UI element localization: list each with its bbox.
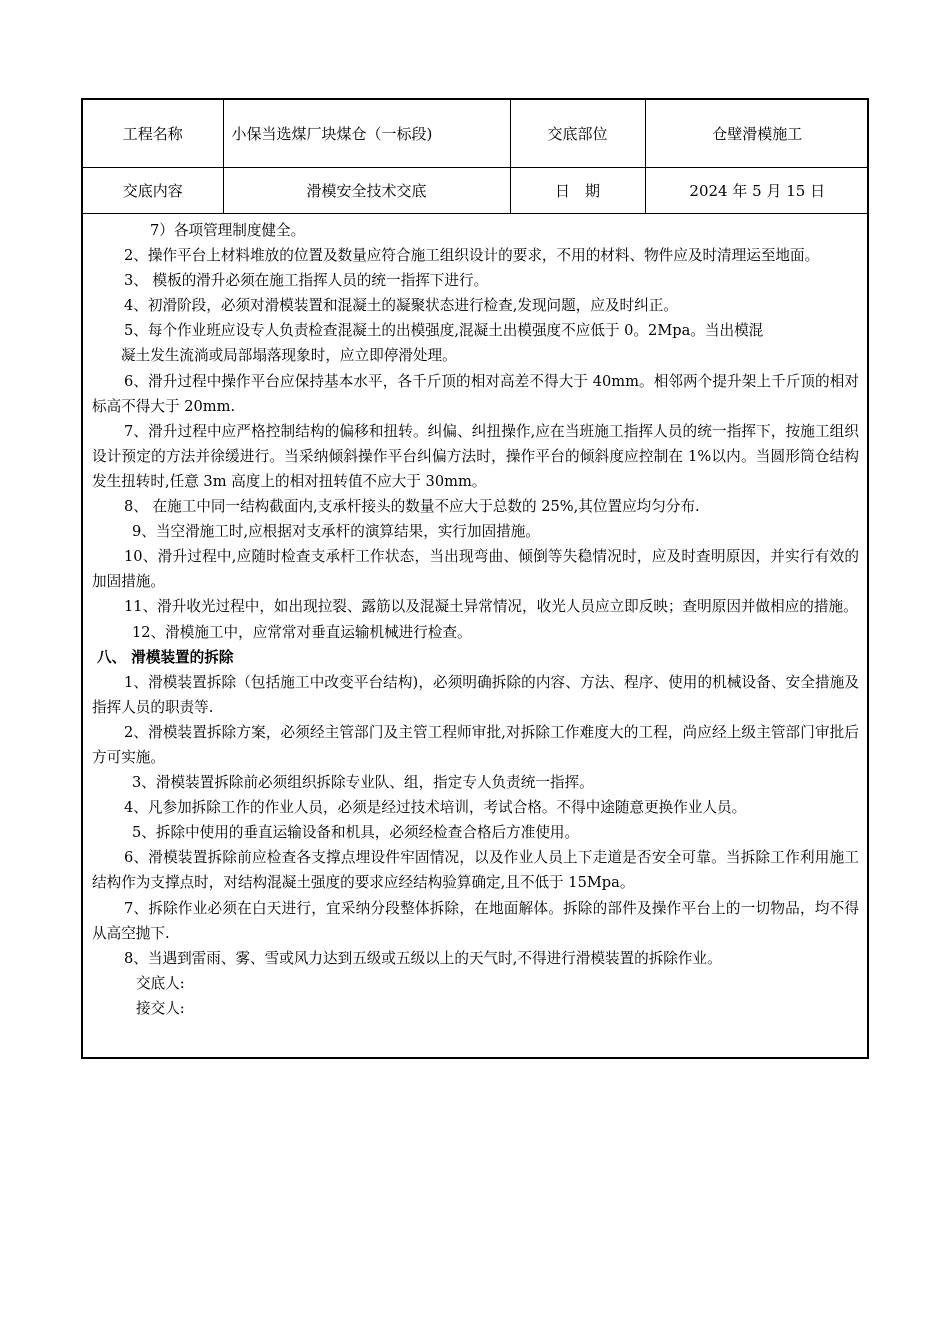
paragraph: 5、每个作业班应设专人负责检查混凝土的出模强度,混凝土出模强度不应低于 0。2Mpa。当出模混 [124, 322, 764, 340]
paragraph: 12、滑模施工中，应常常对垂直运输机械进行检查。 [132, 623, 472, 641]
handover-location-value: 仓壁滑模施工 [645, 100, 869, 168]
paragraph: 7）各项管理制度健全。 [150, 222, 306, 239]
handover-content-value: 滑模安全技术交底 [223, 168, 510, 214]
paragraph: 8、 在施工中同一结构截面内,支承杆接头的数量不应大于总数的 25%,其位置应均匀分布. [124, 498, 700, 516]
paragraph: 7、滑升过程中应严格控制结构的偏移和扭转。纠偏、纠扭操作,应在当班施工指挥人员的统一指挥下，按施工组织设计预定的方法并徐缓进行。当采纳倾斜操作平台纠偏方法时，操作平台的倾斜度应控制在 1%以内。当圆形筒仓结构发生扭转时,任意 3m 高度上的相对扭转值不应大于 30mm。 [92, 422, 859, 490]
paragraph: 11、滑升收光过程中，如出现拉裂、露筋以及混凝土异常情况，收光人员应立即反映；查明原因并做相应的措施。 [124, 598, 858, 616]
header-row [83, 168, 869, 214]
date-value: 2024 年 5 月 15 日 [645, 168, 869, 214]
paragraph: 5、拆除中使用的垂直运输设备和机具，必须经检查合格后方准使用。 [132, 824, 580, 842]
paragraph: 6、滑模装置拆除前应检查各支撑点埋设件牢固情况，以及作业人员上下走道是否安全可靠。当拆除工作利用施工结构作为支撑点时，对结构混凝土强度的要求应经结构验算确定,且不低于 15Mpa。 [92, 849, 859, 892]
paragraph: 9、当空滑施工时,应根据对支承杆的演算结果，实行加固措施。 [132, 523, 540, 541]
paragraph: 10、滑升过程中,应随时检查支承杆工作状态，当出现弯曲、倾倒等失稳情况时，应及时查明原因，并实行有效的加固措施。 [92, 548, 859, 591]
document-body [83, 214, 867, 1021]
handover-document [81, 98, 869, 1059]
received-by-label: 接交人: [136, 999, 185, 1017]
handover-content-label: 交底内容 [83, 168, 223, 214]
paragraph: 2、滑模装置拆除方案，必须经主管部门及主管工程师审批,对拆除工作难度大的工程，尚应经上级主管部门审批后方可实施。 [92, 723, 859, 766]
paragraph: 7、拆除作业必须在白天进行，宜采纳分段整体拆除，在地面解体。拆除的部件及操作平台上的一切物品，均不得从高空抛下. [92, 899, 859, 942]
paragraph: 6、滑升过程中操作平台应保持基本水平，各千斤顶的相对高差不得大于 40mm。相邻两个提升架上千斤顶的相对标高不得大于 20mm. [92, 372, 859, 415]
paragraph: 8、当遇到雷雨、雾、雪或风力达到五级或五级以上的天气时,不得进行滑模装置的拆除作业。 [124, 949, 722, 967]
project-name-label: 工程名称 [83, 100, 223, 168]
paragraph: 2、操作平台上材料堆放的位置及数量应符合施工组织设计的要求，不用的材料、物件应及时清理运至地面。 [124, 247, 820, 265]
project-name-value: 小保当选煤厂块煤仓（一标段) [223, 100, 510, 168]
header-table [83, 100, 869, 214]
paragraph: 4、初滑阶段，必须对滑模装置和混凝土的凝聚状态进行检查,发现问题，应及时纠正。 [124, 297, 678, 315]
handover-by-label: 交底人: [136, 974, 185, 992]
handover-location-label: 交底部位 [510, 100, 645, 168]
header-row [83, 100, 869, 168]
paragraph: 4、凡参加拆除工作的作业人员，必须是经过技术培训，考试合格。不得中途随意更换作业人员。 [124, 799, 747, 817]
paragraph: 凝土发生流淌或局部塌落现象时，应立即停滑处理。 [121, 347, 457, 365]
paragraph: 1、滑模装置拆除（包括施工中改变平台结构)，必须明确拆除的内容、方法、程序、使用的机械设备、安全措施及指挥人员的职责等. [92, 673, 859, 716]
section-heading: 八、 滑模装置的拆除 [97, 648, 234, 666]
paragraph: 3、 模板的滑升必须在施工指挥人员的统一指挥下进行。 [124, 272, 489, 290]
date-label: 日 期 [510, 168, 645, 214]
paragraph: 3、滑模装置拆除前必须组织拆除专业队、组，指定专人负责统一指挥。 [132, 774, 594, 792]
